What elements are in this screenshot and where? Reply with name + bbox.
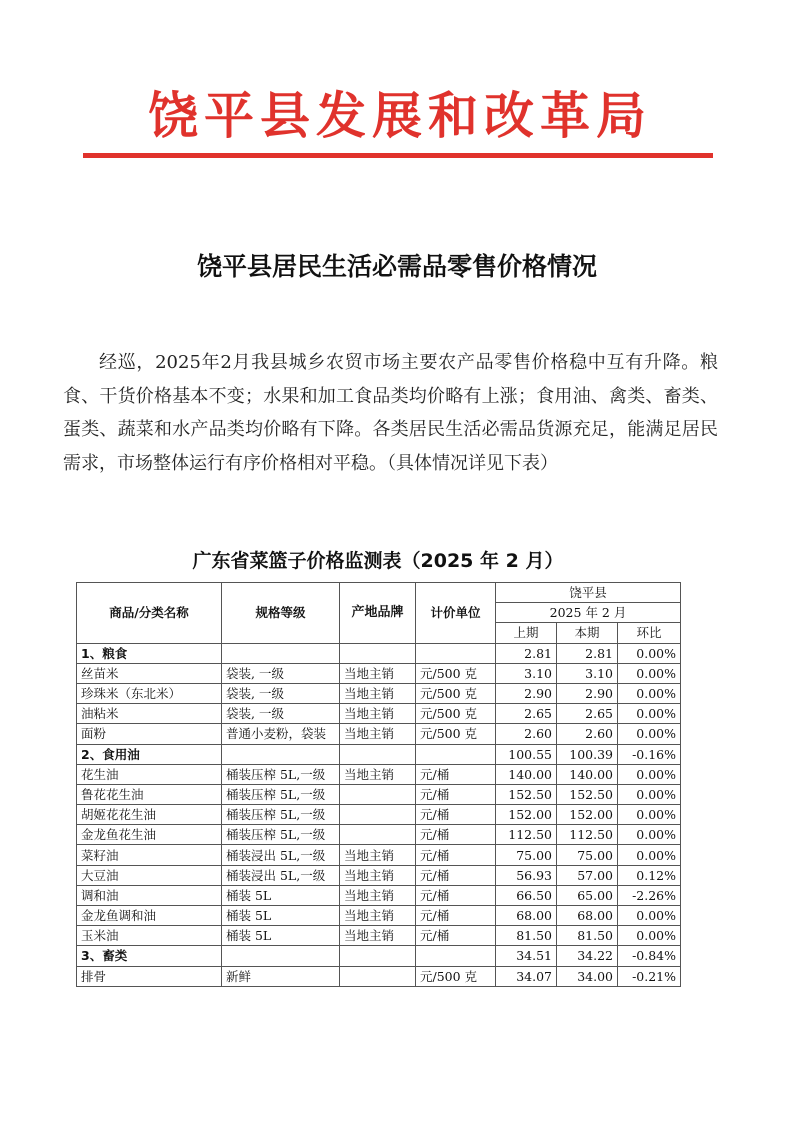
row-spec [222,744,340,764]
header-name: 商品/分类名称 [77,583,222,644]
price-table [76,582,681,987]
row-prev-price: 66.50 [496,885,557,905]
row-mom-change: 0.00% [618,683,681,703]
row-prev-price: 81.50 [496,926,557,946]
row-spec: 桶装压榨 5L,一级 [222,805,340,825]
row-name: 花生油 [77,764,222,784]
row-mom-change: 0.00% [618,784,681,804]
table-row [77,865,681,885]
row-prev-price: 75.00 [496,845,557,865]
row-mom-change: 0.00% [618,643,681,663]
row-origin: 当地主销 [340,683,416,703]
row-name: 金龙鱼花生油 [77,825,222,845]
row-name: 大豆油 [77,865,222,885]
row-curr-price: 57.00 [557,865,618,885]
row-unit: 元/桶 [416,885,496,905]
row-unit: 元/桶 [416,865,496,885]
table-row [77,683,681,703]
category-row [77,744,681,764]
row-origin: 当地主销 [340,845,416,865]
row-name: 玉米油 [77,926,222,946]
table-row [77,845,681,865]
category-row [77,643,681,663]
row-spec: 桶装浸出 5L,一级 [222,865,340,885]
row-prev-price: 152.50 [496,784,557,804]
row-curr-price: 140.00 [557,764,618,784]
row-name: 油粘米 [77,704,222,724]
row-spec: 普通小麦粉，袋装 [222,724,340,744]
row-name: 调和油 [77,885,222,905]
header-period: 2025 年 2 月 [496,603,681,623]
row-unit: 元/桶 [416,784,496,804]
document-title: 饶平县居民生活必需品零售价格情况 [196,252,597,281]
row-origin [340,825,416,845]
row-mom-change: 0.00% [618,926,681,946]
row-curr-price: 34.22 [557,946,618,966]
table-row [77,966,681,986]
row-curr-price: 3.10 [557,663,618,683]
category-row [77,946,681,966]
row-origin [340,784,416,804]
row-unit [416,744,496,764]
row-name: 3、畜类 [77,946,222,966]
row-prev-price: 56.93 [496,865,557,885]
row-spec: 桶装压榨 5L,一级 [222,784,340,804]
row-name: 丝苗米 [77,663,222,683]
table-row [77,663,681,683]
row-prev-price: 2.81 [496,643,557,663]
row-unit: 元/桶 [416,805,496,825]
row-mom-change: 0.00% [618,704,681,724]
row-curr-price: 100.39 [557,744,618,764]
row-mom-change: -0.84% [618,946,681,966]
row-prev-price: 34.07 [496,966,557,986]
row-prev-price: 3.10 [496,663,557,683]
row-origin: 当地主销 [340,926,416,946]
row-origin: 当地主销 [340,885,416,905]
row-curr-price: 2.65 [557,704,618,724]
table-row [77,784,681,804]
table-row [77,704,681,724]
row-prev-price: 140.00 [496,764,557,784]
row-spec: 袋装, 一级 [222,704,340,724]
row-name: 2、食用油 [77,744,222,764]
row-unit: 元/桶 [416,825,496,845]
price-table-body [77,643,681,986]
row-name: 金龙鱼调和油 [77,906,222,926]
row-prev-price: 2.60 [496,724,557,744]
row-spec: 袋装, 一级 [222,683,340,703]
table-row [77,805,681,825]
row-mom-change: 0.00% [618,825,681,845]
row-mom-change: 0.12% [618,865,681,885]
table-row [77,724,681,744]
row-spec [222,946,340,966]
row-spec: 新鲜 [222,966,340,986]
row-name: 1、粮食 [77,643,222,663]
row-curr-price: 68.00 [557,906,618,926]
row-origin [340,744,416,764]
row-spec: 袋装, 一级 [222,663,340,683]
row-origin: 当地主销 [340,906,416,926]
row-curr-price: 65.00 [557,885,618,905]
row-mom-change: 0.00% [618,906,681,926]
table-row [77,926,681,946]
row-unit: 元/500 克 [416,704,496,724]
row-mom-change: 0.00% [618,845,681,865]
row-mom-change: -2.26% [618,885,681,905]
row-spec: 桶装压榨 5L,一级 [222,825,340,845]
header-spec: 规格等级 [222,583,340,644]
row-mom-change: 0.00% [618,724,681,744]
row-curr-price: 34.00 [557,966,618,986]
row-origin [340,966,416,986]
row-mom-change: -0.16% [618,744,681,764]
header-unit: 计价单位 [416,583,496,644]
row-unit: 元/500 克 [416,724,496,744]
letterhead-org-name: 饶平县发展和改革局 [148,86,652,145]
row-curr-price: 2.60 [557,724,618,744]
row-spec: 桶装压榨 5L,一级 [222,764,340,784]
row-unit [416,643,496,663]
table-row [77,885,681,905]
row-unit: 元/桶 [416,906,496,926]
table-row [77,906,681,926]
row-origin: 当地主销 [340,663,416,683]
row-spec: 桶装浸出 5L,一级 [222,845,340,865]
table-row [77,825,681,845]
row-unit: 元/500 克 [416,683,496,703]
row-spec: 桶装 5L [222,885,340,905]
row-name: 菜籽油 [77,845,222,865]
row-curr-price: 2.90 [557,683,618,703]
row-curr-price: 75.00 [557,845,618,865]
header-region: 饶平县 [496,583,681,603]
row-name: 鲁花花生油 [77,784,222,804]
row-spec [222,643,340,663]
row-curr-price: 152.50 [557,784,618,804]
row-origin: 当地主销 [340,704,416,724]
header-curr: 本期 [557,623,618,643]
row-mom-change: -0.21% [618,966,681,986]
row-curr-price: 2.81 [557,643,618,663]
row-prev-price: 152.00 [496,805,557,825]
row-unit: 元/桶 [416,926,496,946]
row-origin: 当地主销 [340,764,416,784]
row-unit: 元/桶 [416,845,496,865]
row-origin [340,643,416,663]
row-name: 胡姬花花生油 [77,805,222,825]
row-mom-change: 0.00% [618,805,681,825]
row-curr-price: 152.00 [557,805,618,825]
row-name: 排骨 [77,966,222,986]
row-origin [340,805,416,825]
table-title: 广东省菜篮子价格监测表（2025 年 2 月） [192,550,564,572]
row-mom-change: 0.00% [618,663,681,683]
row-origin [340,946,416,966]
row-unit: 元/500 克 [416,966,496,986]
row-prev-price: 34.51 [496,946,557,966]
row-origin: 当地主销 [340,724,416,744]
row-prev-price: 112.50 [496,825,557,845]
row-curr-price: 112.50 [557,825,618,845]
row-unit: 元/500 克 [416,663,496,683]
row-unit: 元/桶 [416,764,496,784]
header-origin: 产地品牌 [340,583,416,644]
row-mom-change: 0.00% [618,764,681,784]
row-prev-price: 2.90 [496,683,557,703]
header-prev: 上期 [496,623,557,643]
row-spec: 桶装 5L [222,926,340,946]
table-row [77,764,681,784]
row-prev-price: 100.55 [496,744,557,764]
header-mom: 环比 [618,623,681,643]
intro-paragraph: 经巡，2025年2月我县城乡农贸市场主要农产品零售价格稳中互有升降。粮食、干货价格基本不变；水果和加工食品类均价略有上涨；食用油、禽类、畜类、蛋类、蔬菜和水产品类均价略有下降。各类居民生活必需品货源充足，能满足居民需求，市场整体运行有序价格相对平稳。（具体情况详见下表） [63,352,718,474]
row-name: 珍珠米（东北米） [77,683,222,703]
row-prev-price: 68.00 [496,906,557,926]
row-unit [416,946,496,966]
row-spec: 桶装 5L [222,906,340,926]
row-prev-price: 2.65 [496,704,557,724]
row-origin: 当地主销 [340,865,416,885]
row-name: 面粉 [77,724,222,744]
letterhead-rule [83,153,713,158]
row-curr-price: 81.50 [557,926,618,946]
